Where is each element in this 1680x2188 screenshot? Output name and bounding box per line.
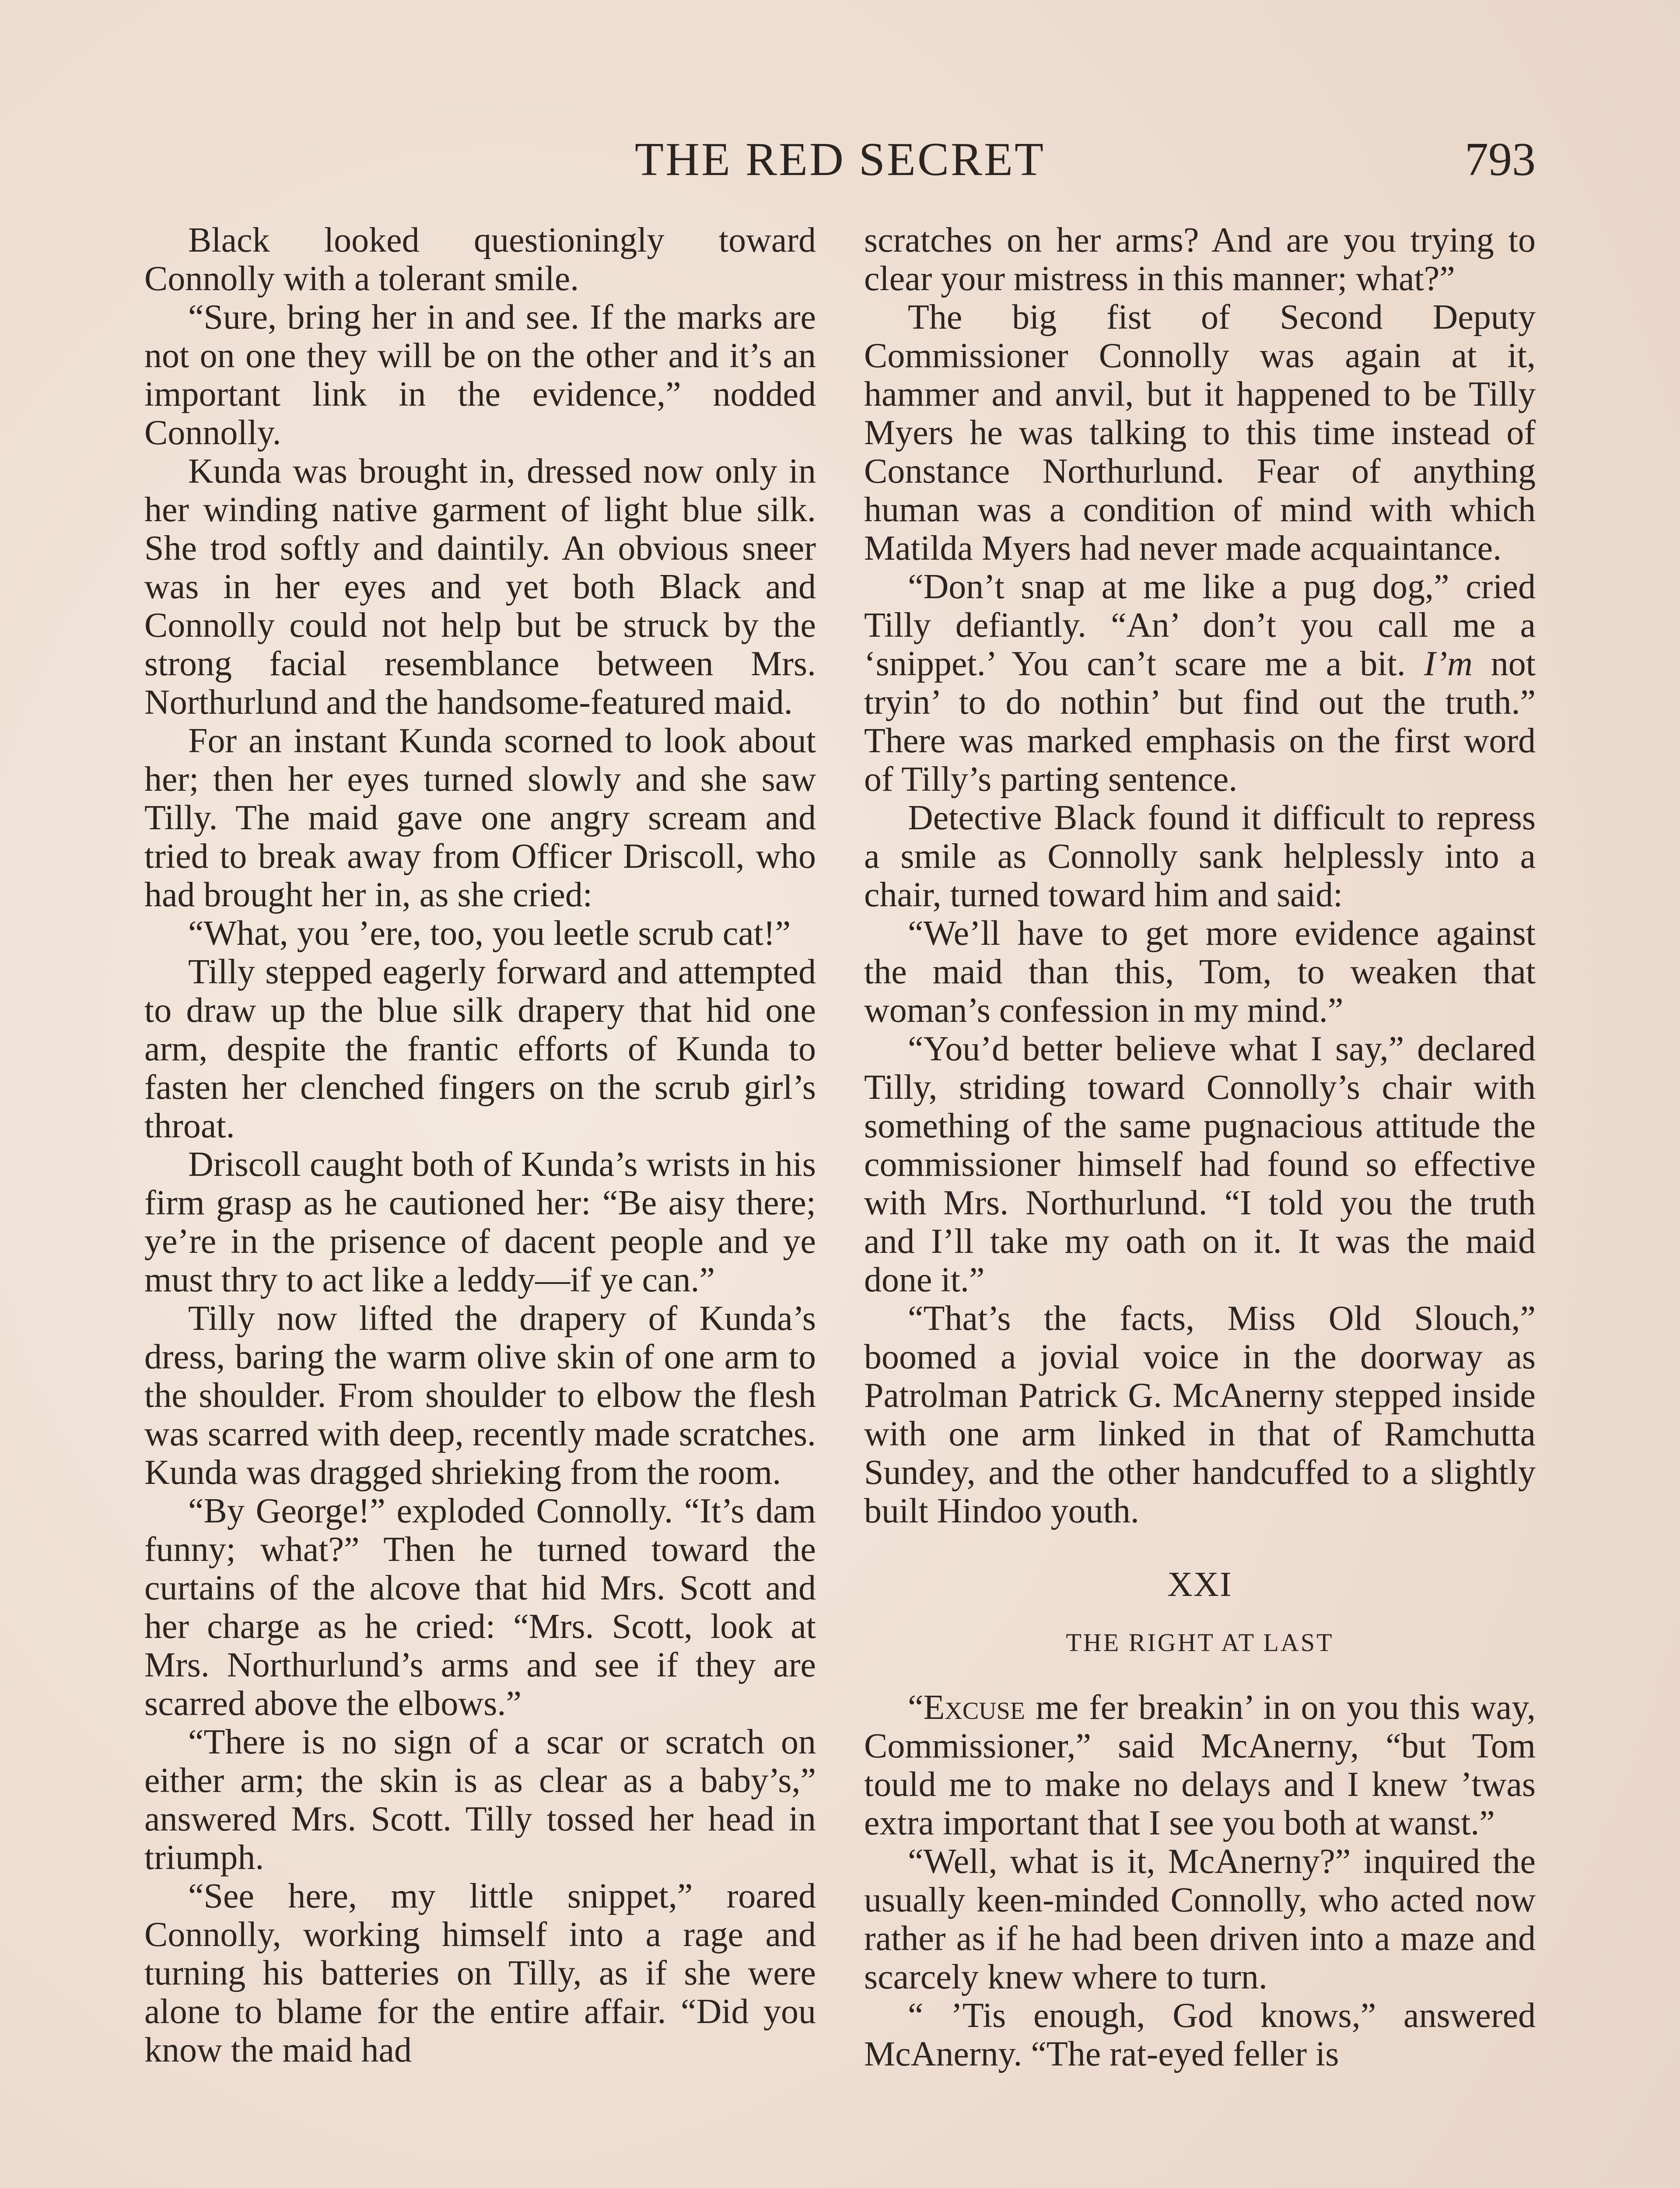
paragraph: Tilly stepped eagerly forward and attempted to draw up the blue silk drapery that hid one arm, despite the frantic efforts of Kunda to fasten her clenched fingers on the scrub girl’s throat. [144,953,816,1145]
chapter-number: XXI [1167,1565,1232,1604]
paragraph: “Well, what is it, McAnerny?” inquired the usually keen-minded Connolly, who acted now rather as if he had been driven into a maze and scarcely knew where to turn. [864,1842,1536,1996]
paragraph: “You’d better believe what I say,” declared Tilly, striding toward Connolly’s chair with something of the same pugnacious attitude the commissioner himself had found so effective with Mrs. Northurlund. “I told you the truth and I’ll take my oath on it. It was the maid done it.” [864,1030,1536,1299]
paragraph: “Sure, bring her in and see. If the marks are not on one they will be on the other and it’s an important link in the evidence,” nodded Connolly. [144,298,816,452]
paragraph: “We’ll have to get more evidence against the maid than this, Tom, to weaken that woman’s confession in my mind.” [864,914,1536,1030]
paragraph: The big fist of Second Deputy Commissioner Connolly was again at it, hammer and anvil, but it happened to be Tilly Myers he was talking to this time instead of Constance Northurlund. Fear of anything human was a condition of mind with which Matilda Myers had never made acquaintance. [864,298,1536,568]
chapter-title: THE RIGHT AT LAST [1066,1628,1334,1657]
paragraph: Black looked questioningly toward Connolly with a tolerant smile. [144,221,816,298]
paragraph-text: “Don’t snap at me like a pug dog,” cried Tilly defiantly. “An’ don’t you call me a ‘snippet.’ You can’t scare me a bit. [864,568,1536,683]
paragraph: “By George!” exploded Connolly. “It’s dam funny; what?” Then he turned toward the curtains of the alcove that hid Mrs. Scott and her charge as he cried: “Mrs. Scott, look at Mrs. Northurlund’s arms and see if they are scarred above the elbows.” [144,1492,816,1723]
paragraph: “That’s the facts, Miss Old Slouch,” boomed a jovial voice in the doorway as Patrolman Patrick G. McAnerny stepped inside with one arm linked in that of Ramchutta Sundey, and the other handcuffed to a slightly built Hindoo youth. [864,1299,1536,1530]
paragraph: scratches on her arms? And are you trying to clear your mistress in this manner; what?” [864,221,1536,298]
running-header [144,127,1536,193]
paragraph: Detective Black found it difficult to repress a smile as Connolly sank helplessly into a chair, turned toward him and said: [864,799,1536,914]
paragraph: For an instant Kunda scorned to look about her; then her eyes turned slowly and she saw Tilly. The maid gave one angry scream and tried to break away from Officer Driscoll, who had brought her in, as she cried: [144,722,816,914]
emphasis: I’m [1424,645,1473,683]
paragraph-text: not tryin’ to do nothin’ but find out the truth.” There was marked emphasis on the first word of Tilly’s parting sentence. [864,645,1536,799]
paragraph: “What, you ’ere, too, you leetle scrub cat!” [188,914,791,953]
paragraph: “See here, my little snippet,” roared Connolly, working himself into a rage and turning his batteries on Tilly, as if she were alone to blame for the entire affair. “Did you know the maid had [144,1877,816,2069]
paragraph: Tilly now lifted the drapery of Kunda’s dress, baring the warm olive skin of one arm to the shoulder. From shoulder to elbow the flesh was scarred with deep, recently made scratches. Kunda was dragged shrieking from the room. [144,1299,816,1492]
small-caps-lead: Excuse [923,1688,1025,1727]
paragraph-opening: “Excuse me fer breakin’ in on you this way, Commissioner,” said McAnerny, “but Tom tould me to make no delays and I knew ’twas extra important that I see you both at wanst.” [864,1688,1536,1842]
running-title: THE RED SECRET [635,133,1045,186]
paragraph: Driscoll caught both of Kunda’s wrists in his firm grasp as he cautioned her: “Be aisy there; ye’re in the prisence of dacent people and ye must thry to act like a leddy—if ye can.” [144,1145,816,1299]
paragraph-tilly-defiant [864,568,1536,799]
right-column [864,221,1536,2073]
paragraph: “ ’Tis enough, God knows,” answered McAnerny. “The rat-eyed feller is [864,1996,1536,2073]
page-number: 793 [1465,133,1536,186]
paragraph-text: me fer breakin’ in on you this way, Commissioner,” said McAnerny, “but Tom tould me to make no delays and I knew ’twas extra important that I see you both at wanst.” [864,1688,1536,1842]
paragraph: Kunda was brought in, dressed now only in her winding native garment of light blue silk. She trod softly and daintily. An obvious sneer was in her eyes and yet both Black and Connolly could not help but be struck by the strong facial resemblance between Mrs. Northurlund and the handsome-featured maid. [144,452,816,722]
left-column [144,221,816,2069]
paragraph: “There is no sign of a scar or scratch on either arm; the skin is as clear as a baby’s,” answered Mrs. Scott. Tilly tossed her head in triumph. [144,1723,816,1877]
